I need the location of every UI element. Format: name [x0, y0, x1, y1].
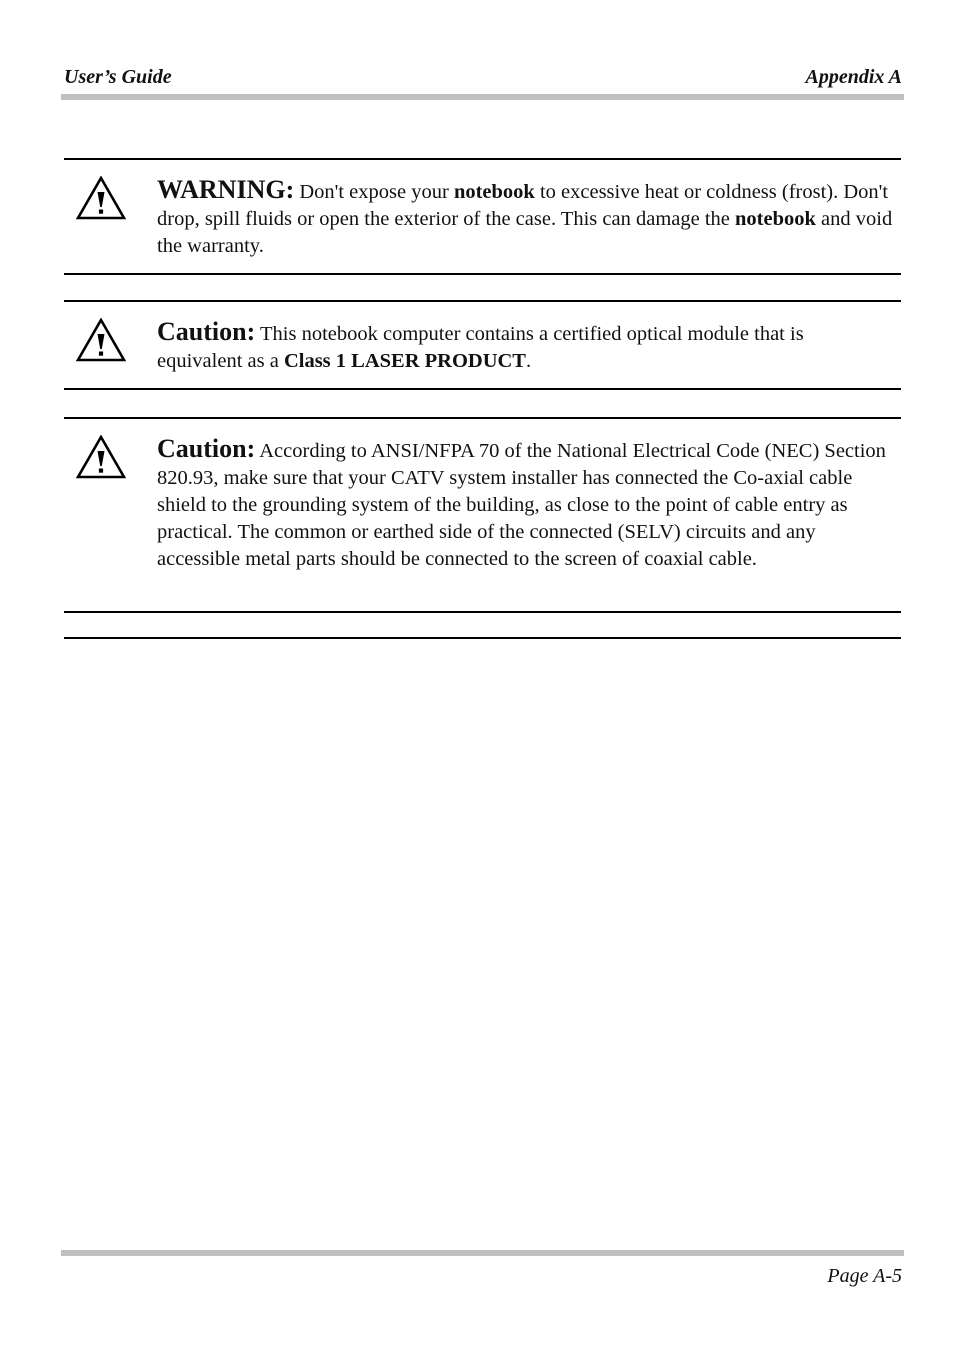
warning-text-part-b: to excessive heat or coldness (frost). Don't drop, spill fluids or open the exterior of the case. This can damage the — [157, 181, 889, 230]
warning-text — [157, 176, 893, 260]
catv-caution-notice — [64, 417, 901, 613]
warning-label: WARNING: — [157, 175, 295, 204]
header-section: Appendix A — [805, 66, 902, 88]
catv-caution-label: Caution: — [157, 434, 256, 463]
section-end-rule — [64, 637, 901, 639]
warning-bold-notebook-1: notebook — [453, 181, 535, 203]
laser-caution-text-part-b: . — [525, 350, 532, 372]
header-rule — [61, 94, 904, 100]
catv-caution-body: According to ANSI/NFPA 70 of the National Electrical Code (NEC) Section 820.93, make sure that your CATV system installer has connected the Co-axial cable shield to the grounding system of the building, as close to the point of cable entry as practical. The common or earthed side of the connected (SELV) circuits and any accessible metal parts should be connected to the screen of coaxial cable. — [157, 440, 886, 570]
catv-caution-text — [157, 435, 893, 573]
page-header — [64, 64, 902, 92]
warning-triangle-icon — [76, 318, 126, 362]
laser-product-class: Class 1 LASER PRODUCT — [283, 350, 526, 372]
footer-rule — [61, 1250, 904, 1256]
laser-caution-text — [157, 318, 893, 375]
warning-text-part-c: and void the warranty. — [157, 208, 893, 257]
laser-caution-notice — [64, 300, 901, 390]
warning-bold-notebook-2: notebook — [735, 208, 816, 230]
laser-caution-label: Caution: — [157, 317, 256, 346]
warning-triangle-icon — [76, 435, 126, 479]
warning-notice — [64, 158, 901, 275]
laser-caution-text-part-a: This notebook computer contains a certified optical module that is equivalent as a — [157, 323, 804, 372]
header-title: User’s Guide — [64, 66, 172, 88]
warning-text-part-a: Don't expose your — [294, 181, 454, 203]
warning-triangle-icon — [76, 176, 126, 220]
page-number: Page A-5 — [827, 1265, 902, 1287]
